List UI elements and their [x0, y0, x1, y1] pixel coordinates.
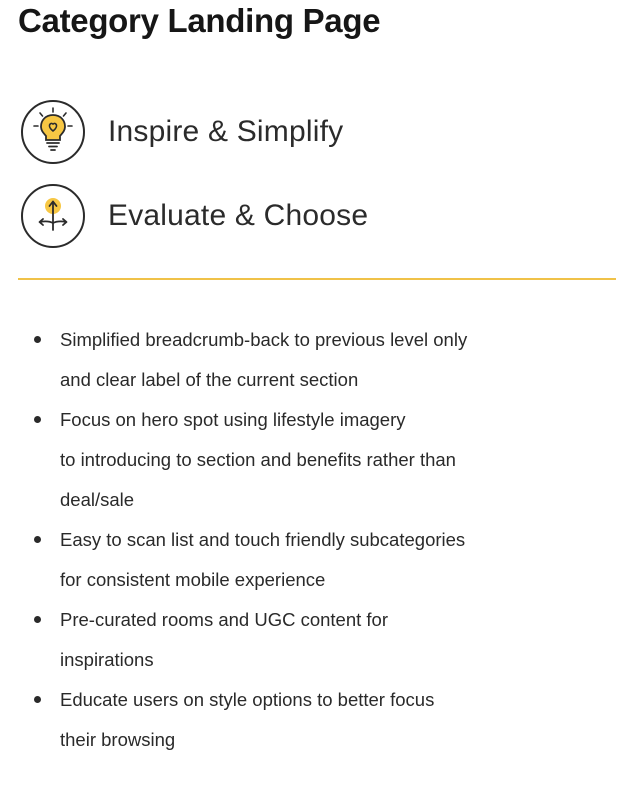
goal-label: Inspire & Simplify	[108, 115, 344, 148]
goal-label: Evaluate & Choose	[108, 199, 369, 232]
list-item-line: inspirations	[60, 649, 154, 670]
list-item	[30, 680, 610, 760]
section-divider	[18, 278, 616, 280]
list-item-line: Easy to scan list and touch friendly subcategories	[60, 529, 466, 550]
list-item	[30, 320, 610, 400]
list-item	[30, 600, 610, 680]
goal-inspire-simplify	[20, 99, 343, 165]
list-item	[30, 400, 610, 520]
list-item-line: deal/sale	[60, 489, 135, 510]
page-title: Category Landing Page	[18, 2, 381, 39]
list-item-line: Simplified breadcrumb-back to previous level only	[60, 329, 468, 350]
list-item-line: to introducing to section and benefits rather than	[60, 449, 456, 470]
bullet-icon	[34, 696, 41, 703]
lightbulb-heart-icon	[20, 99, 86, 165]
bullet-icon	[34, 616, 41, 623]
decision-arrows-icon	[20, 183, 86, 249]
list-item	[30, 520, 610, 600]
bullet-icon	[34, 536, 41, 543]
bullet-icon	[34, 416, 41, 423]
goal-evaluate-choose	[20, 183, 368, 249]
bullet-list	[30, 320, 610, 760]
list-item-line: their browsing	[60, 729, 176, 750]
list-item-line: for consistent mobile experience	[60, 569, 326, 590]
list-item-line: Pre-curated rooms and UGC content for	[60, 609, 389, 630]
list-item-line: Educate users on style options to better focus	[60, 689, 435, 710]
list-item-line: Focus on hero spot using lifestyle imagery	[60, 409, 406, 430]
bullet-icon	[34, 336, 41, 343]
list-item-line: and clear label of the current section	[60, 369, 359, 390]
